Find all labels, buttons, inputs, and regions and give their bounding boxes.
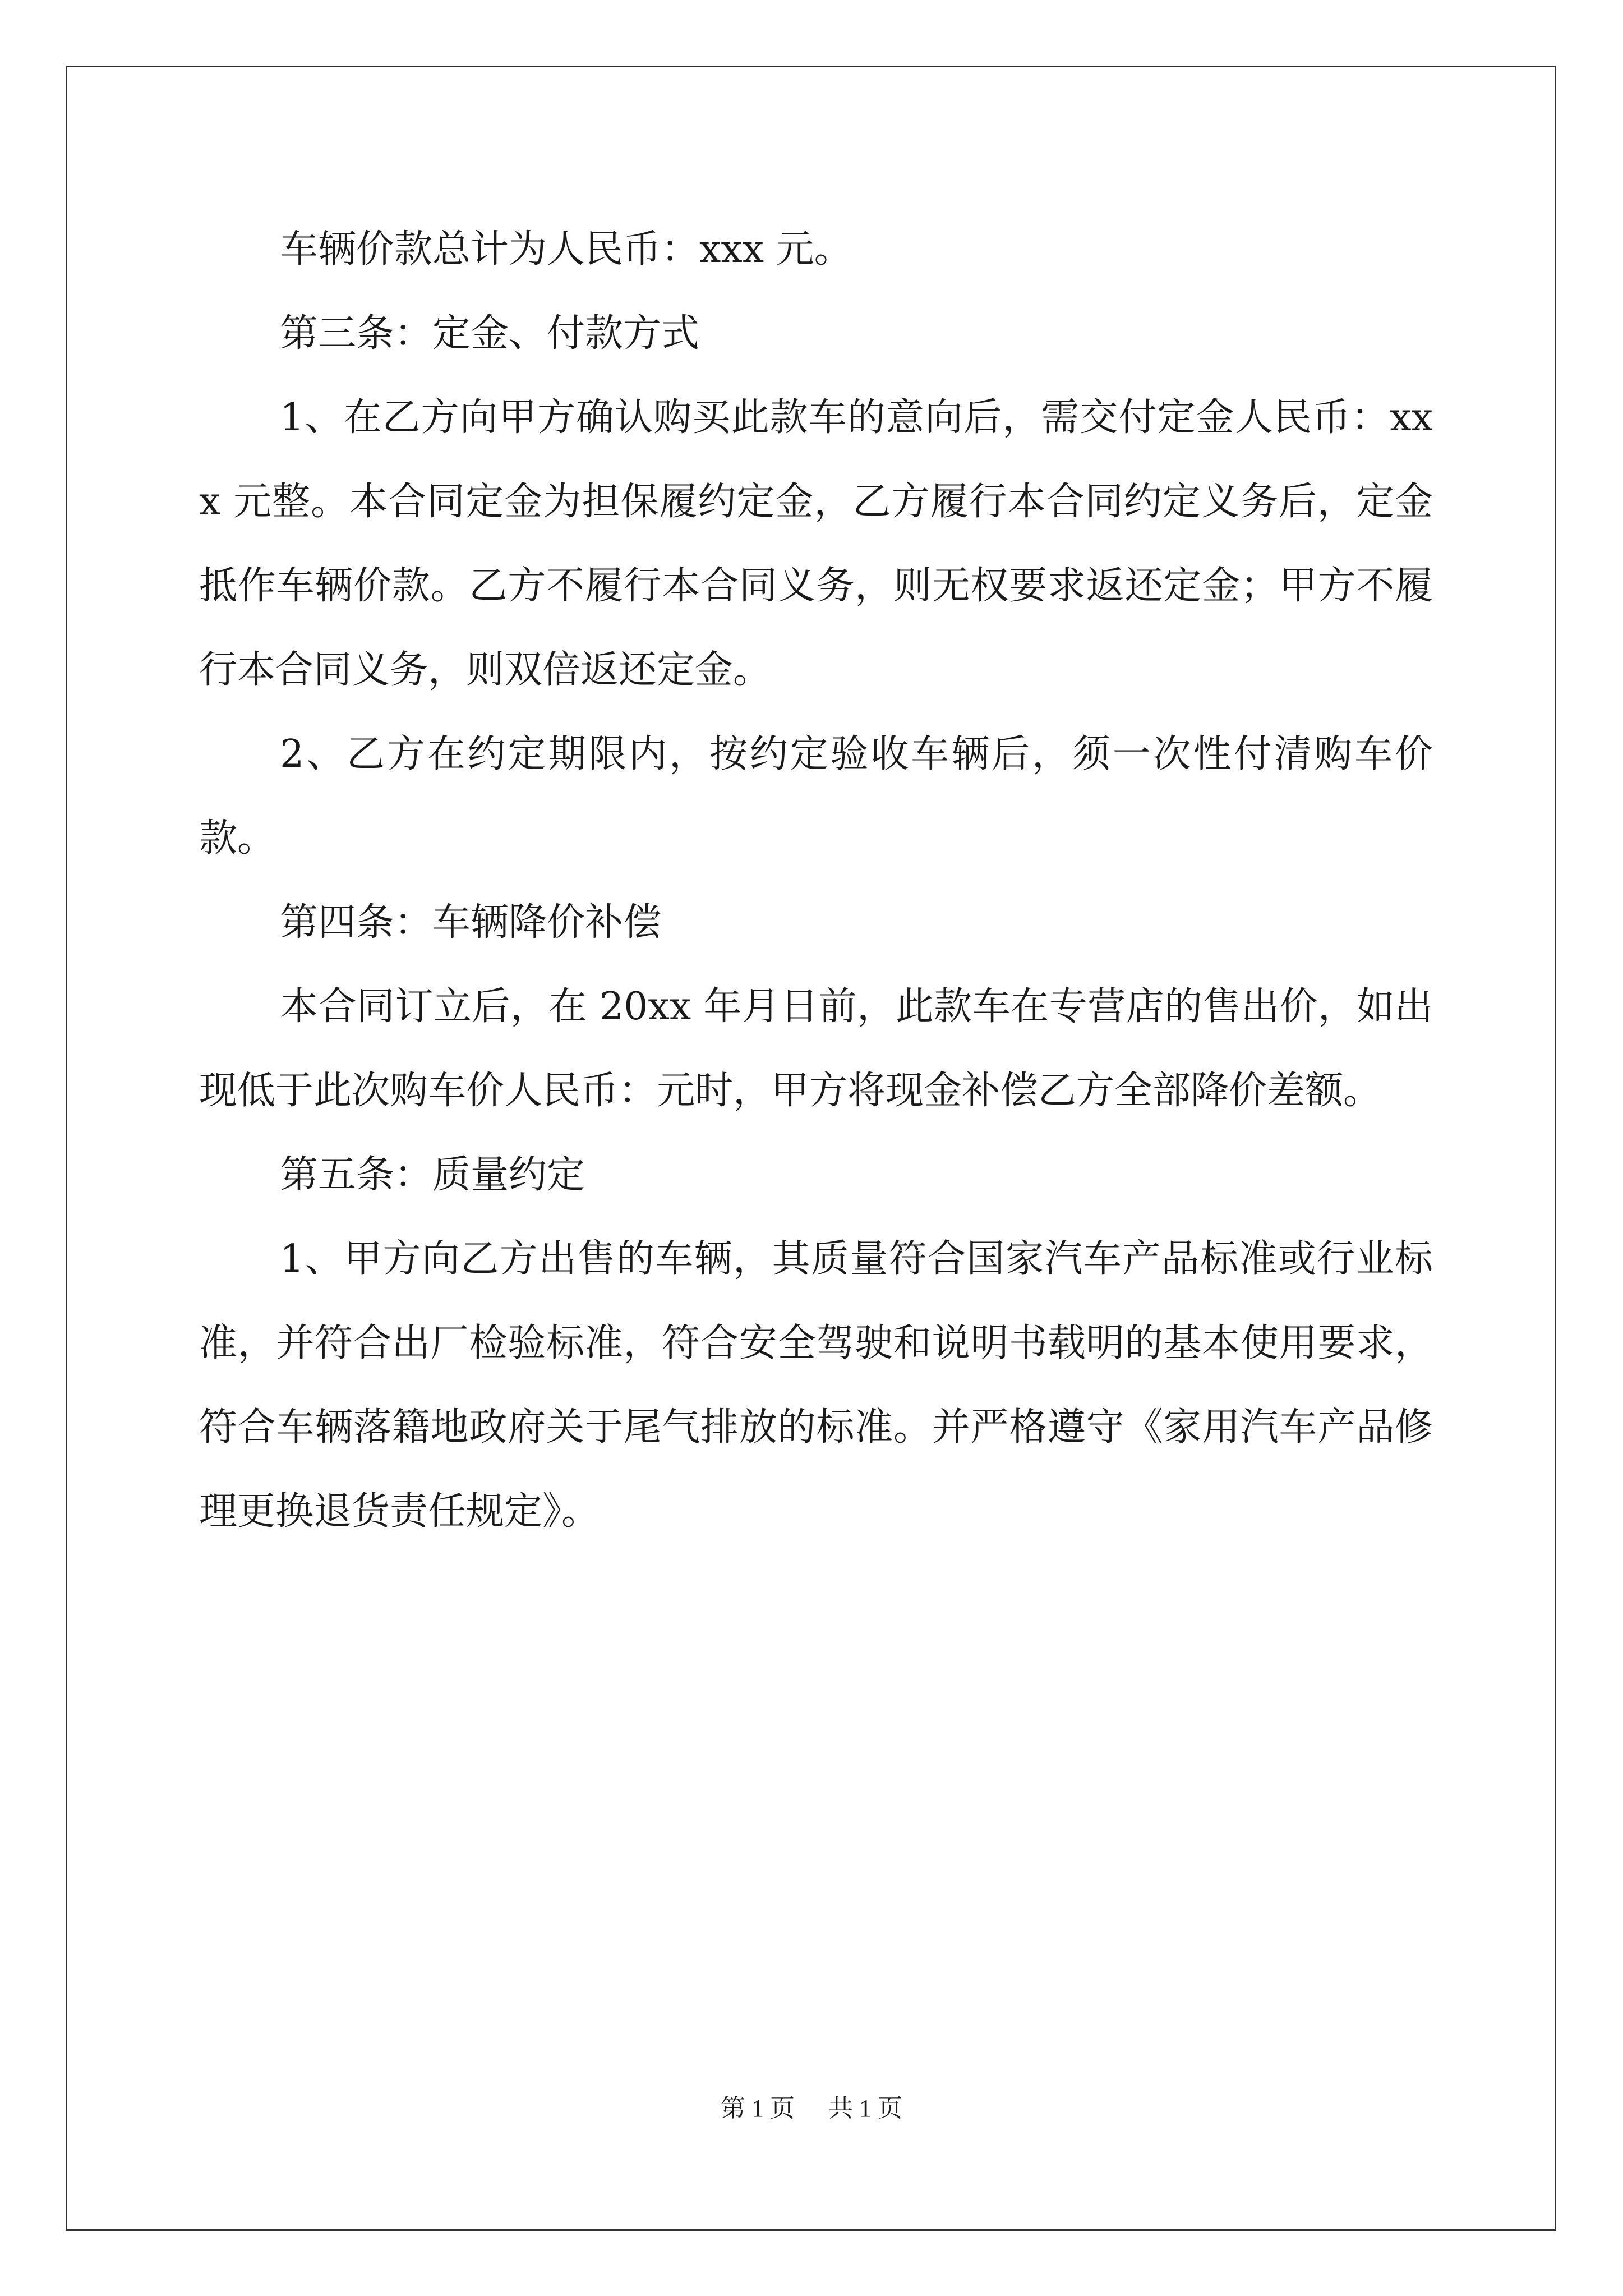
paragraph-price-total: 车辆价款总计为人民币：xxx 元。 — [280, 227, 852, 272]
document-body — [199, 208, 1433, 1554]
paragraph-payment: 2、乙方在约定期限内，按约定验收车辆后，须一次性付清购车价款。 — [199, 732, 1433, 861]
page-total: 共 1 页 — [828, 2095, 902, 2122]
paragraph-price-compensation: 本合同订立后，在 20xx 年月日前，此款车在专营店的售出价，如出现低于此次购车价人民币：元时，甲方将现金补偿乙方全部降价差额。 — [199, 984, 1433, 1113]
heading-article-5: 第五条：质量约定 — [280, 1153, 585, 1197]
heading-article-3: 第三条：定金、付款方式 — [280, 311, 700, 356]
heading-article-4: 第四条：车辆降价补偿 — [280, 900, 662, 945]
page-number: 第 1 页 — [721, 2095, 795, 2122]
page-footer — [0, 2088, 1623, 2124]
paragraph-quality: 1、甲方向乙方出售的车辆，其质量符合国家汽车产品标准或行业标准，并符合出厂检验标准，符合安全驾驶和说明书载明的基本使用要求，符合车辆落籍地政府关于尾气排放的标准。并严格遵守《家用汽车产品修理更换退货责任规定》。 — [199, 1237, 1433, 1534]
paragraph-deposit: 1、在乙方向甲方确认购买此款车的意向后，需交付定金人民币：xxx 元整。本合同定金为担保履约定金，乙方履行本合同约定义务后，定金抵作车辆价款。乙方不履行本合同义务，则无权要求返还定金；甲方不履行本合同义务，则双倍返还定金。 — [199, 395, 1433, 692]
